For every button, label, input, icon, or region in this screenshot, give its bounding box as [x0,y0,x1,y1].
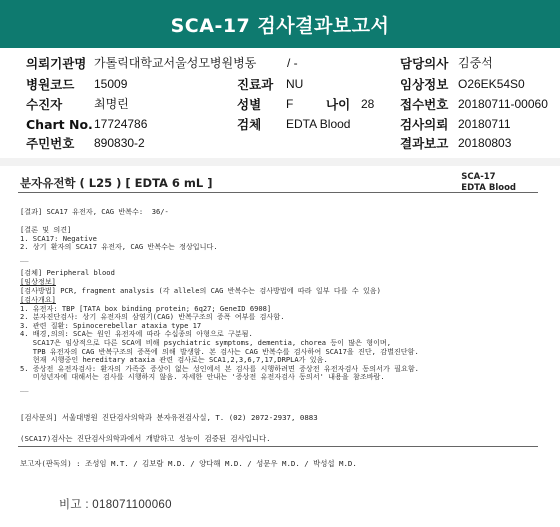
conclusion-title: [결론 및 의견] [20,225,72,234]
separator-dash-2: __ [20,383,29,392]
examinee-value: 최명린 [94,97,129,111]
report-heading: 분자유전학 ( L25 ) [ EDTA 6 mL ] [20,176,213,190]
sex-value: F [286,97,294,111]
ward-value: / - [287,56,298,70]
report-corner-label [461,172,516,194]
chart-number-label: Chart No. [26,117,93,132]
hospital-code-label: 병원코드 [26,77,75,92]
method-line: [검사방법] PCR, fragment analysis (각 allele의 CAG 반복수는 검사방법에 따라 일부 다를 수 있음) [20,286,381,295]
resident-id-value: 890830-2 [94,136,145,150]
footer-rule [18,446,538,447]
request-date-label: 검사의뢰 [400,117,449,132]
overview-item-1: 1. 유전자: TBP [TATA box binding protein; 6q27; GeneID 6908] [20,303,272,313]
overview-item-4a: 4. 배경,의의: SCA는 원인 유전자에 따라 수십종의 아형으로 구분됨. [20,329,253,339]
separator-dash: __ [20,253,29,262]
section-divider [0,158,560,166]
specimen-label: 검체 [237,117,262,132]
clinical-info-value: O26EK54S0 [458,77,525,91]
examinee-label: 수진자 [26,97,63,112]
dept-value: NU [286,77,304,91]
overview-item-2: 2. 분자진단검사: 상기 유전자의 삼염기(CAG) 반복구조의 증폭 여부를 검사함. [20,312,285,322]
overview-item-4c: TPB 유전자의 CAG 반복구조의 증폭에 의해 발생함. 본 검사는 CAG 반복수를 검사하여 SCA17을 진단, 감별진단함. [20,346,419,356]
doctor-label: 담당의사 [400,56,449,71]
chart-number-value: 17724786 [94,117,148,131]
institution-value: 가톨릭대학교서울성모병원병동 [94,56,257,70]
receipt-number-label: 접수번호 [400,97,449,112]
request-date-value: 20180711 [458,117,511,131]
overview-item-5a: 5. 증상전 유전자검사: 환자의 가족중 증상이 없는 성인에서 본 검사를 시행하려면 증상전 유전자검사 동의서가 필요함. [20,363,419,373]
age-label: 나이 [326,97,351,112]
resident-id-label: 주민번호 [26,136,75,151]
developed-note: (SCA17)검사는 진단검사의학과에서 개발하고 성능이 검증된 검사입니다. [20,434,271,443]
remark-line: 비고 : 018071100060 [59,499,172,511]
age-value: 28 [361,97,375,111]
report-title: SCA-17 검사결과보고서 [0,0,560,48]
dept-label: 진료과 [237,77,274,92]
result-report-label: 결과보고 [400,136,449,151]
corner-test-name: SCA-17 [461,172,496,182]
specimen-value: EDTA Blood [286,117,351,131]
conclusion-item-1: 1. SCA17: Negative [20,233,97,243]
receipt-number-value: 20180711-00060 [458,97,548,111]
specimen-line: [검체] Peripheral blood [20,268,115,277]
overview-item-4d: 현재 시행중인 hereditary ataxia 관련 검사로는 SCA1,2,3,6,7,17,DRPLA가 있음. [20,355,328,365]
result-line: [결과] SCA17 유전자, CAG 반복수: 36/- [20,207,169,216]
overview-item-5b: 미성년자에 대해서는 검사를 시행하지 않음. 자세한 안내는 '증상전 유전자검사 동의서' 내용을 참조바람. [20,372,385,382]
clinical-info-heading: [임상정보] [20,277,56,286]
overview-item-4b: SCA17은 임상적으로 다른 SCA에 비해 psychiatric symptoms, dementia, chorea 등이 많은 형이며, [20,338,392,347]
scanned-report [14,170,550,522]
overview-item-3: 3. 관련 질환: Spinocerebellar ataxia type 17 [20,320,202,330]
doctor-value: 김중석 [458,56,493,70]
institution-label: 의뢰기관명 [26,56,87,71]
sex-label: 성별 [237,97,262,112]
heading-rule [18,192,538,193]
inquiry-line: [검사문의] 서울대병원 진단검사의학과 분자유전검사실, T. (02) 2072-2937, 0883 [20,413,318,422]
hospital-code-value: 15009 [94,77,128,91]
result-report-value: 20180803 [458,136,512,150]
conclusion-item-2: 2. 상기 환자의 SCA17 유전자, CAG 반복수는 정상입니다. [20,242,218,252]
reporters-line: 보고자(판독의) : 조성임 M.T. / 김보람 M.D. / 양다해 M.D. / 성문우 M.D. / 박성섭 M.D. [20,459,357,468]
corner-specimen: EDTA Blood [461,183,516,193]
clinical-info-label: 임상정보 [400,77,449,92]
overview-title: [검사개요] [20,295,56,304]
patient-info-panel [0,50,560,152]
